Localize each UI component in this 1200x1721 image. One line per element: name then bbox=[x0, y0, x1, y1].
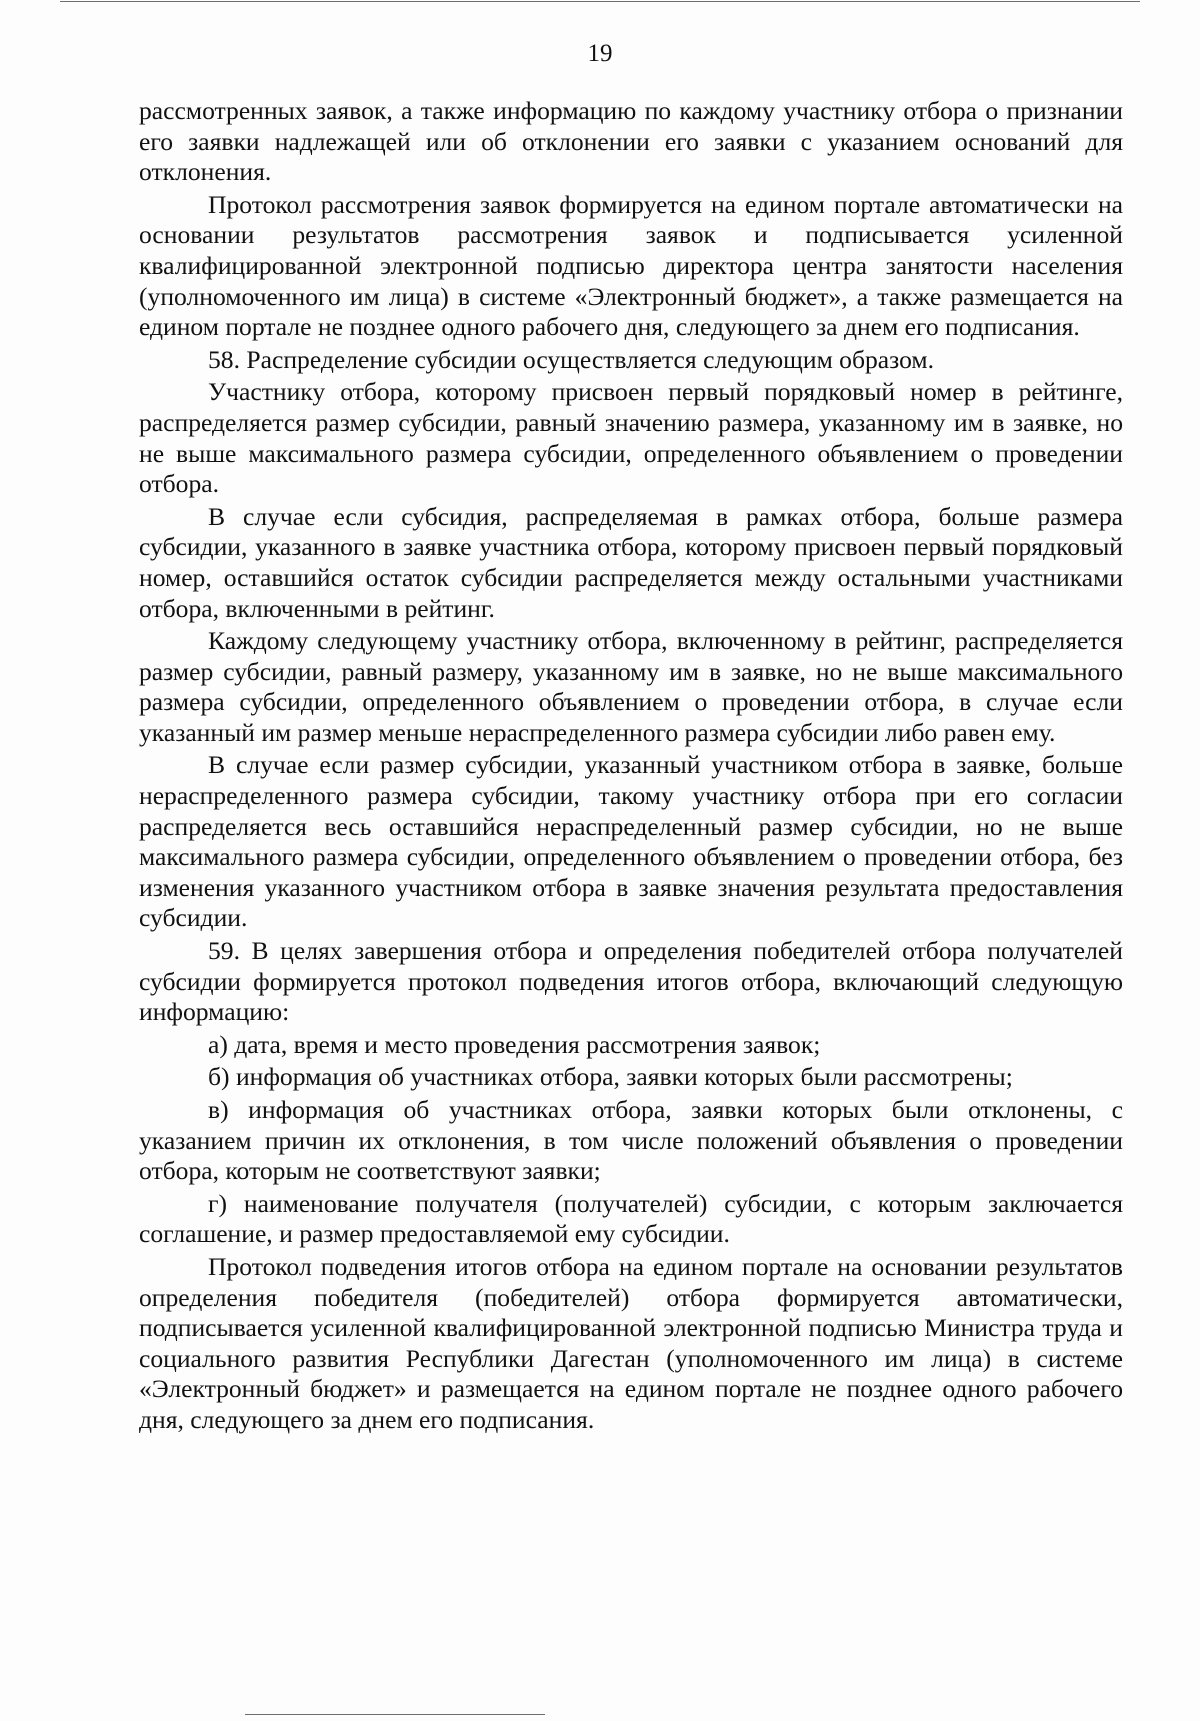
list-item-v: в) информация об участниках отбора, заявки которых были отклонены, с указанием причин их отклонения, в том числе положений объявления о проведении отбора, которым не соответствуют заявки; bbox=[139, 1095, 1123, 1186]
paragraph-59-heading: 59. В целях завершения отбора и определения победителей отбора получателей субсидии формируется протокол подведения итогов отбора, включающий следующую информацию: bbox=[139, 936, 1123, 1027]
page-number: 19 bbox=[587, 40, 613, 67]
paragraph-58-heading: 58. Распределение субсидии осуществляется следующим образом. bbox=[208, 344, 935, 374]
list-item-g: г) наименование получателя (получателей) субсидии, с которым заключается соглашение, и размер предоставляемой ему субсидии. bbox=[139, 1188, 1123, 1249]
paragraph-continuation: рассмотренных заявок, а также информацию по каждому участнику отбора о признании его заявки надлежащей или об отклонении его заявки с указанием оснований для отклонения. bbox=[139, 96, 1123, 187]
list-item-a: а) дата, время и место проведения рассмотрения заявок; bbox=[208, 1029, 821, 1059]
paragraph-review-protocol: Протокол рассмотрения заявок формируется на едином портале автоматически на основании результатов рассмотрения заявок и подписывается усиленной квалифицированной электронной подписью директора центра занятости населения (уполномоченного им лица) в системе «Электронный бюджет», а также размещается на едином портале не позднее одного рабочего дня, следующего за днем его подписания. bbox=[139, 189, 1123, 342]
top-edge-line bbox=[60, 1, 1140, 2]
bottom-edge-line bbox=[245, 1714, 545, 1715]
document-body bbox=[139, 96, 1123, 1438]
paragraph-results-protocol: Протокол подведения итогов отбора на едином портале на основании результатов определения победителя (победителей) отбора формируется автоматически, подписывается усиленной квалифицированной электронной подписью Министра труда и социального развития Республики Дагестан (уполномоченного им лица) в системе «Электронный бюджет» и размещается на едином портале не позднее одного рабочего дня, следующего за днем его подписания. bbox=[139, 1251, 1123, 1434]
paragraph-next-participant: Каждому следующему участнику отбора, включенному в рейтинг, распределяется размер субсидии, равный размеру, указанному им в заявке, но не выше максимального размера субсидии, определенного объявлением о проведении отбора, в случае если указанный им размер меньше нераспределенного размера субсидии либо равен ему. bbox=[139, 626, 1123, 747]
paragraph-first-participant: Участнику отбора, которому присвоен первый порядковый номер в рейтинге, распределяется размер субсидии, равный значению размера, указанному им в заявке, но не выше максимального размера субсидии, определенного объявлением о проведении отбора. bbox=[139, 377, 1123, 499]
paragraph-exceeding-amount: В случае если размер субсидии, указанный участником отбора в заявке, больше нераспределенного размера субсидии, такому участнику отбора при его согласии распределяется весь оставшийся нераспределенный размер субсидии, но не выше максимального размера субсидии, определенного объявлением о проведении отбора, без изменения указанного участником отбора в заявке значения результата предоставления субсидии. bbox=[139, 750, 1123, 933]
list-item-b: б) информация об участниках отбора, заявки которых были рассмотрены; bbox=[208, 1062, 1013, 1092]
paragraph-remaining-subsidy: В случае если субсидия, распределяемая в рамках отбора, больше размера субсидии, указанного в заявке участника отбора, которому присвоен первый порядковый номер, оставшийся остаток субсидии распределяется между остальными участниками отбора, включенными в рейтинг. bbox=[139, 501, 1123, 623]
